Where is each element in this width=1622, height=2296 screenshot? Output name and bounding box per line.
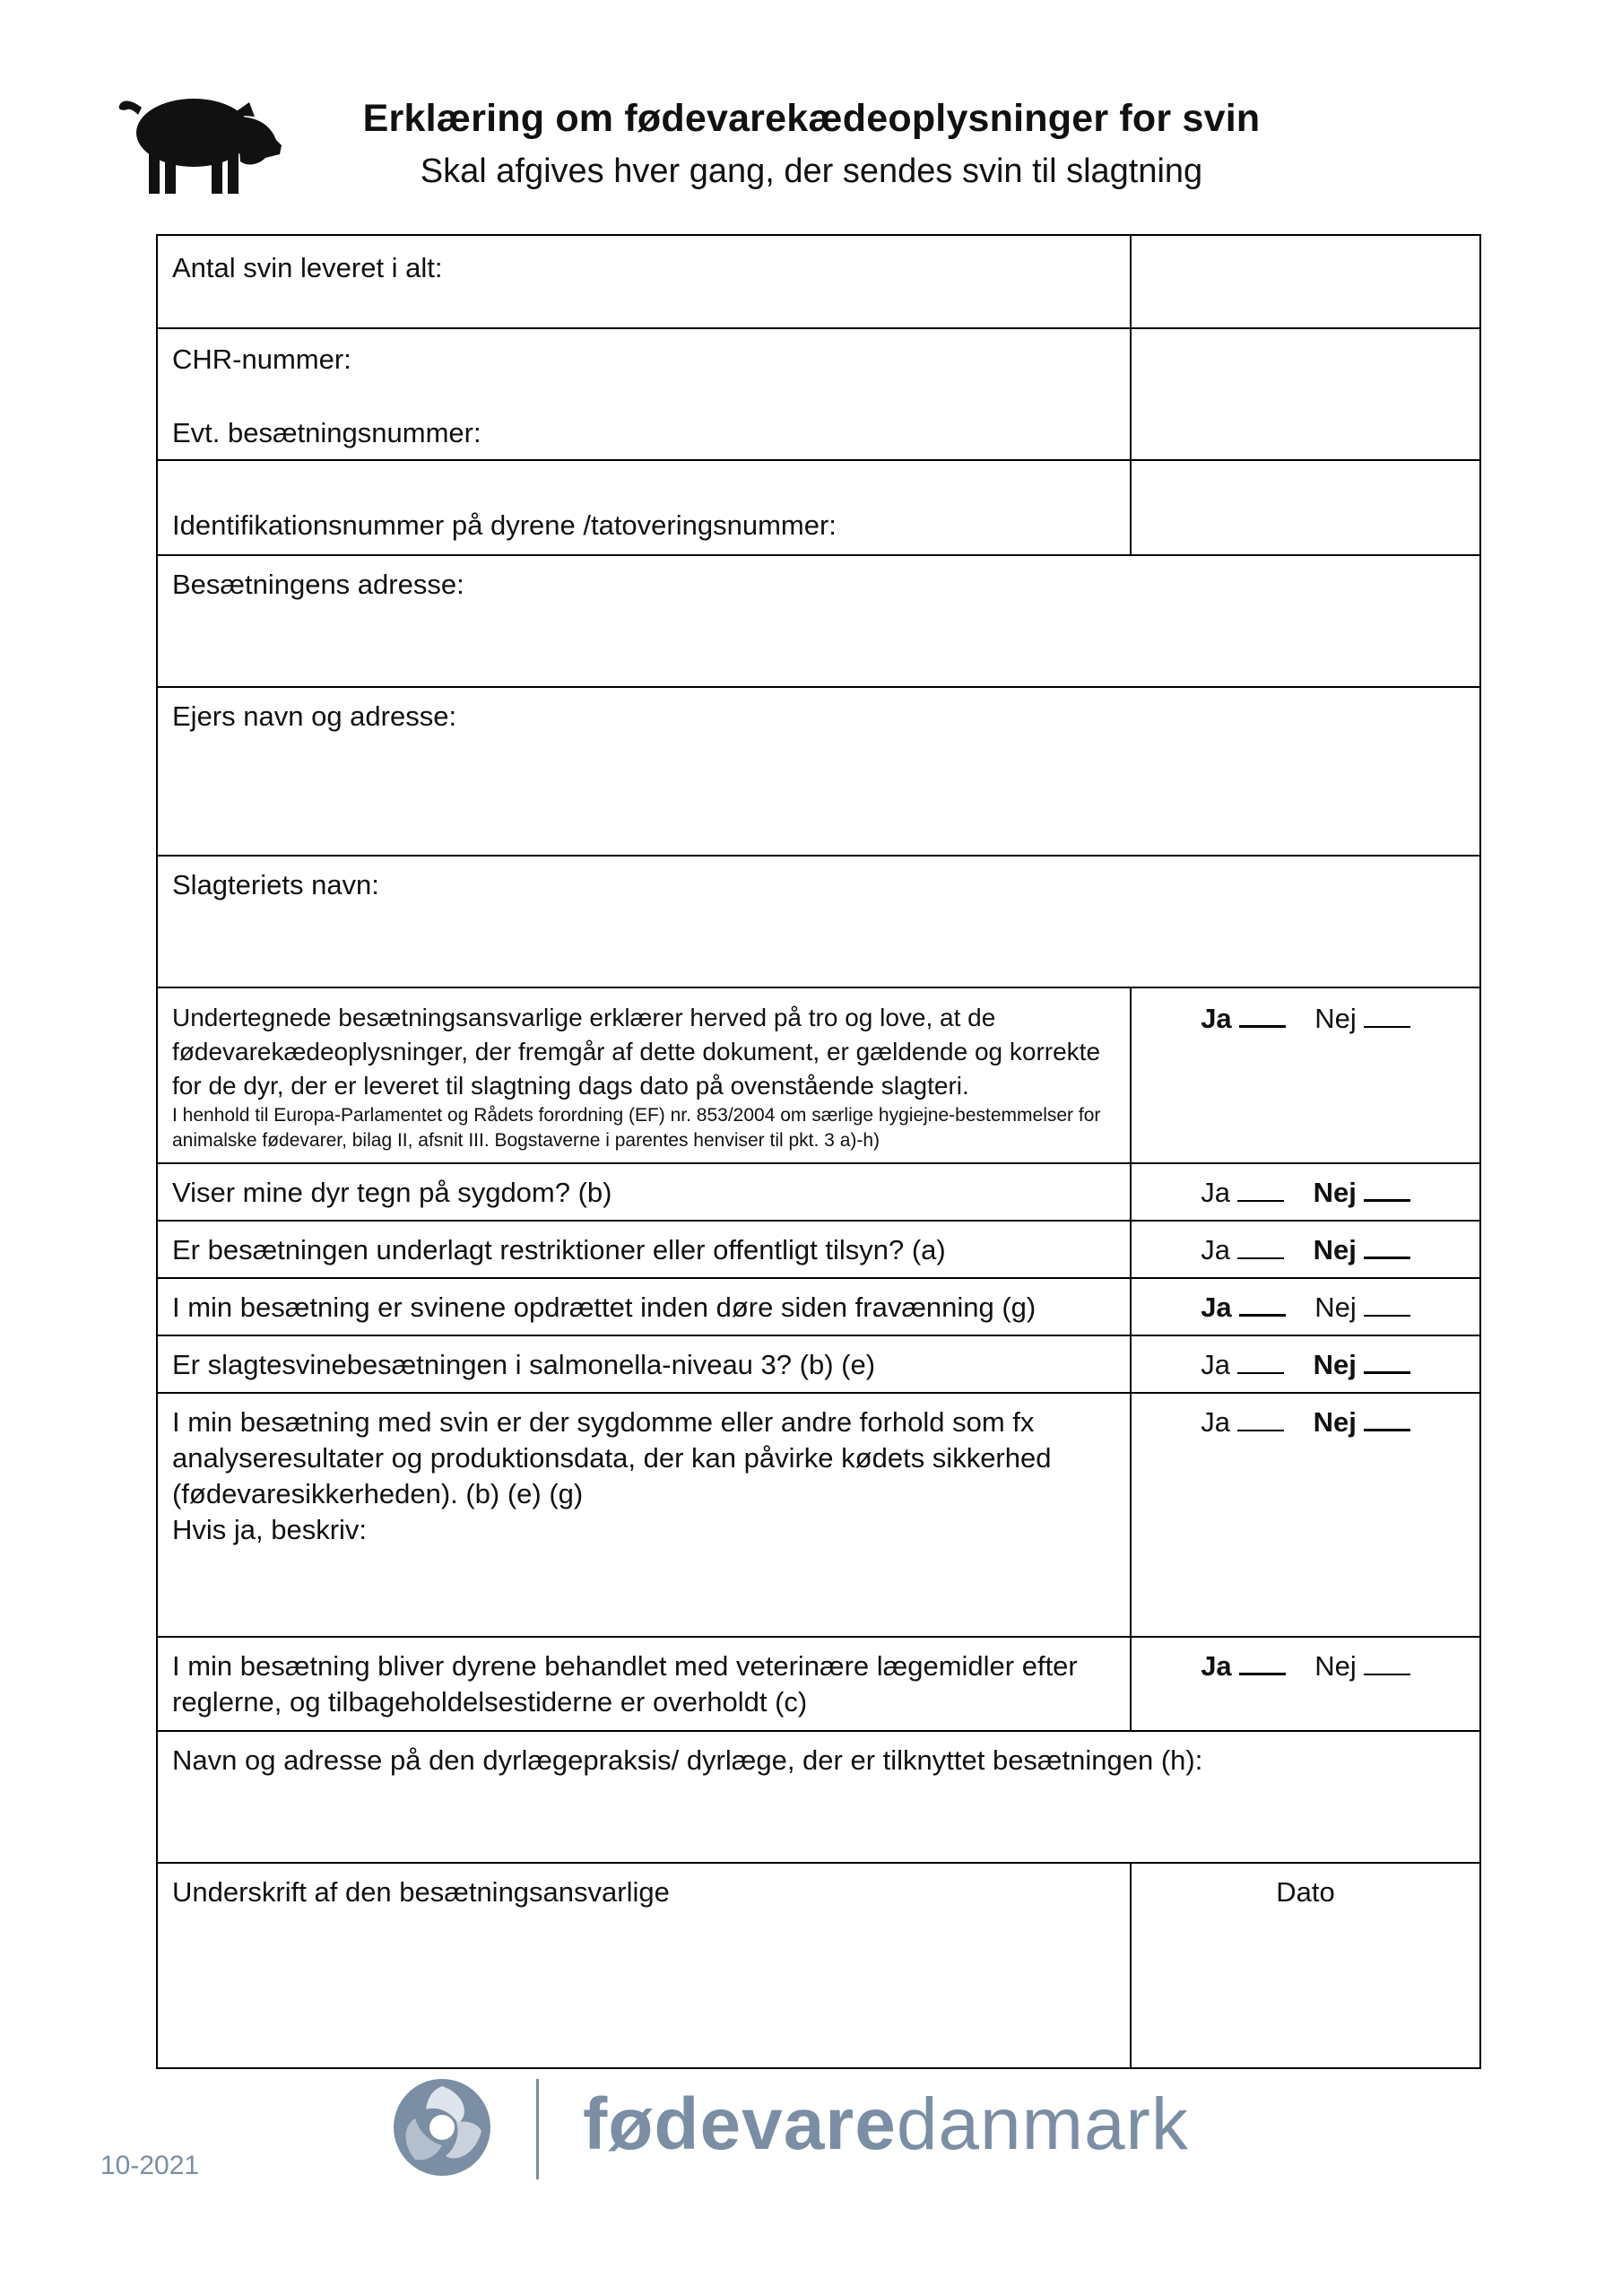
question-row-5 bbox=[157, 1393, 1131, 1637]
ident-label-cell bbox=[157, 460, 1131, 555]
ja-option[interactable]: Ja bbox=[1201, 1001, 1285, 1037]
brand-wordmark: fødevaredanmark bbox=[583, 2083, 1189, 2165]
question-text: Er besætningen underlagt restriktioner eller offentligt tilsyn? (a) bbox=[172, 1234, 946, 1265]
declaration-note: I henhold til Europa-Parlamentet og Rådets forordning (EF) nr. 853/2004 om særlige hygiejne-bestemmelser for animalske fødevarer, bilag II, afsnit III. Bogstaverne i parentes henviser til pkt. 3 a)-h) bbox=[172, 1105, 1101, 1151]
pig-icon bbox=[115, 90, 283, 196]
question-text: Viser mine dyr tegn på sygdom? (b) bbox=[172, 1177, 612, 1208]
ejer-field[interactable] bbox=[157, 687, 1480, 856]
ja-option[interactable]: Ja bbox=[1201, 1175, 1284, 1211]
slagteri-label: Slagteriets navn: bbox=[172, 869, 379, 900]
ja-option[interactable]: Ja bbox=[1201, 1232, 1284, 1268]
declaration-yes-no[interactable] bbox=[1131, 987, 1480, 1163]
question-4-yes-no[interactable] bbox=[1131, 1335, 1480, 1393]
question-3-yes-no[interactable] bbox=[1131, 1278, 1480, 1335]
ja-option[interactable]: Ja bbox=[1201, 1648, 1285, 1684]
ja-option[interactable]: Ja bbox=[1201, 1290, 1285, 1326]
footer-divider bbox=[536, 2079, 539, 2179]
question-5-yes-no[interactable] bbox=[1131, 1393, 1480, 1637]
adresse-label: Besætningens adresse: bbox=[172, 569, 464, 600]
question-text: I min besætning bliver dyrene behandlet med veterinære lægemidler efter reglerne, og tilbageholdelsestiderne er overholdt (c) bbox=[172, 1650, 1078, 1718]
page-subtitle: Skal afgives hver gang, der sendes svin til slagtning bbox=[420, 152, 1203, 190]
question-text: I min besætning med svin er der sygdomme eller andre forhold som fx analyseresultater og produktionsdata, der kan påvirke kødets sikkerhed (fødevaresikkerheden). (b) (e) (g) bbox=[172, 1406, 1052, 1509]
chr-label-cell bbox=[157, 328, 1131, 460]
ja-option[interactable]: Ja bbox=[1201, 1405, 1284, 1440]
declaration-cell bbox=[157, 987, 1131, 1163]
question-row-6 bbox=[157, 1637, 1131, 1731]
fodevaredanmark-logo-icon bbox=[392, 2077, 492, 2178]
declaration-text: Undertegnede besætningsansvarlige erklærer herved på tro og love, at de fødevarekædeoplysninger, der fremgår af dette dokument, er gældende og korrekte for de dyr, der er leveret til slagtning dags dato på ovenstående slagteri. bbox=[172, 1004, 1101, 1100]
question-row-3 bbox=[157, 1278, 1131, 1335]
signature-label: Underskrift af den besætningsansvarlige bbox=[172, 1876, 670, 1908]
question-row-1 bbox=[157, 1163, 1131, 1221]
question-text: I min besætning er svinene opdrættet inden døre siden fravænning (g) bbox=[172, 1292, 1037, 1323]
nej-option[interactable]: Nej bbox=[1314, 1290, 1410, 1326]
question-row-2 bbox=[157, 1221, 1131, 1278]
ident-input[interactable] bbox=[1131, 460, 1480, 555]
question-text: Er slagtesvinebesætningen i salmonella-niveau 3? (b) (e) bbox=[172, 1349, 876, 1380]
nej-option[interactable]: Nej bbox=[1314, 1175, 1410, 1211]
question-row-4 bbox=[157, 1335, 1131, 1393]
antal-input[interactable] bbox=[1131, 235, 1480, 328]
vet-label: Navn og adresse på den dyrlægepraksis/ dyrlæge, der er tilknyttet besætningen (h): bbox=[172, 1744, 1203, 1776]
nej-option[interactable]: Nej bbox=[1314, 1001, 1410, 1037]
ja-option[interactable]: Ja bbox=[1201, 1347, 1284, 1383]
signature-field[interactable] bbox=[157, 1863, 1131, 2068]
nej-option[interactable]: Nej bbox=[1314, 1347, 1410, 1383]
page-title: Erklæring om fødevarekædeoplysninger for svin bbox=[362, 97, 1261, 140]
ejer-label: Ejers navn og adresse: bbox=[172, 700, 457, 732]
document-date-code: 10-2021 bbox=[100, 2151, 200, 2180]
evt-label: Evt. besætningsnummer: bbox=[172, 417, 481, 448]
adresse-field[interactable] bbox=[157, 555, 1480, 687]
nej-option[interactable]: Nej bbox=[1314, 1232, 1410, 1268]
chr-input[interactable] bbox=[1131, 328, 1480, 460]
question-1-yes-no[interactable] bbox=[1131, 1163, 1480, 1221]
nej-option[interactable]: Nej bbox=[1314, 1648, 1410, 1684]
antal-label: Antal svin leveret i alt: bbox=[172, 252, 443, 283]
ident-label: Identifikationsnummer på dyrene /tatoveringsnummer: bbox=[172, 509, 837, 541]
chr-label: CHR-nummer: bbox=[172, 344, 351, 375]
antal-label-cell bbox=[157, 235, 1131, 328]
vet-field[interactable] bbox=[157, 1731, 1480, 1863]
date-field[interactable] bbox=[1131, 1863, 1480, 2068]
date-label: Dato bbox=[1276, 1876, 1335, 1908]
slagteri-field[interactable] bbox=[157, 856, 1480, 987]
question-6-yes-no[interactable] bbox=[1131, 1637, 1480, 1731]
declaration-form bbox=[156, 234, 1481, 2069]
question-extra: Hvis ja, beskriv: bbox=[172, 1514, 368, 1545]
nej-option[interactable]: Nej bbox=[1314, 1405, 1410, 1440]
question-2-yes-no[interactable] bbox=[1131, 1221, 1480, 1278]
